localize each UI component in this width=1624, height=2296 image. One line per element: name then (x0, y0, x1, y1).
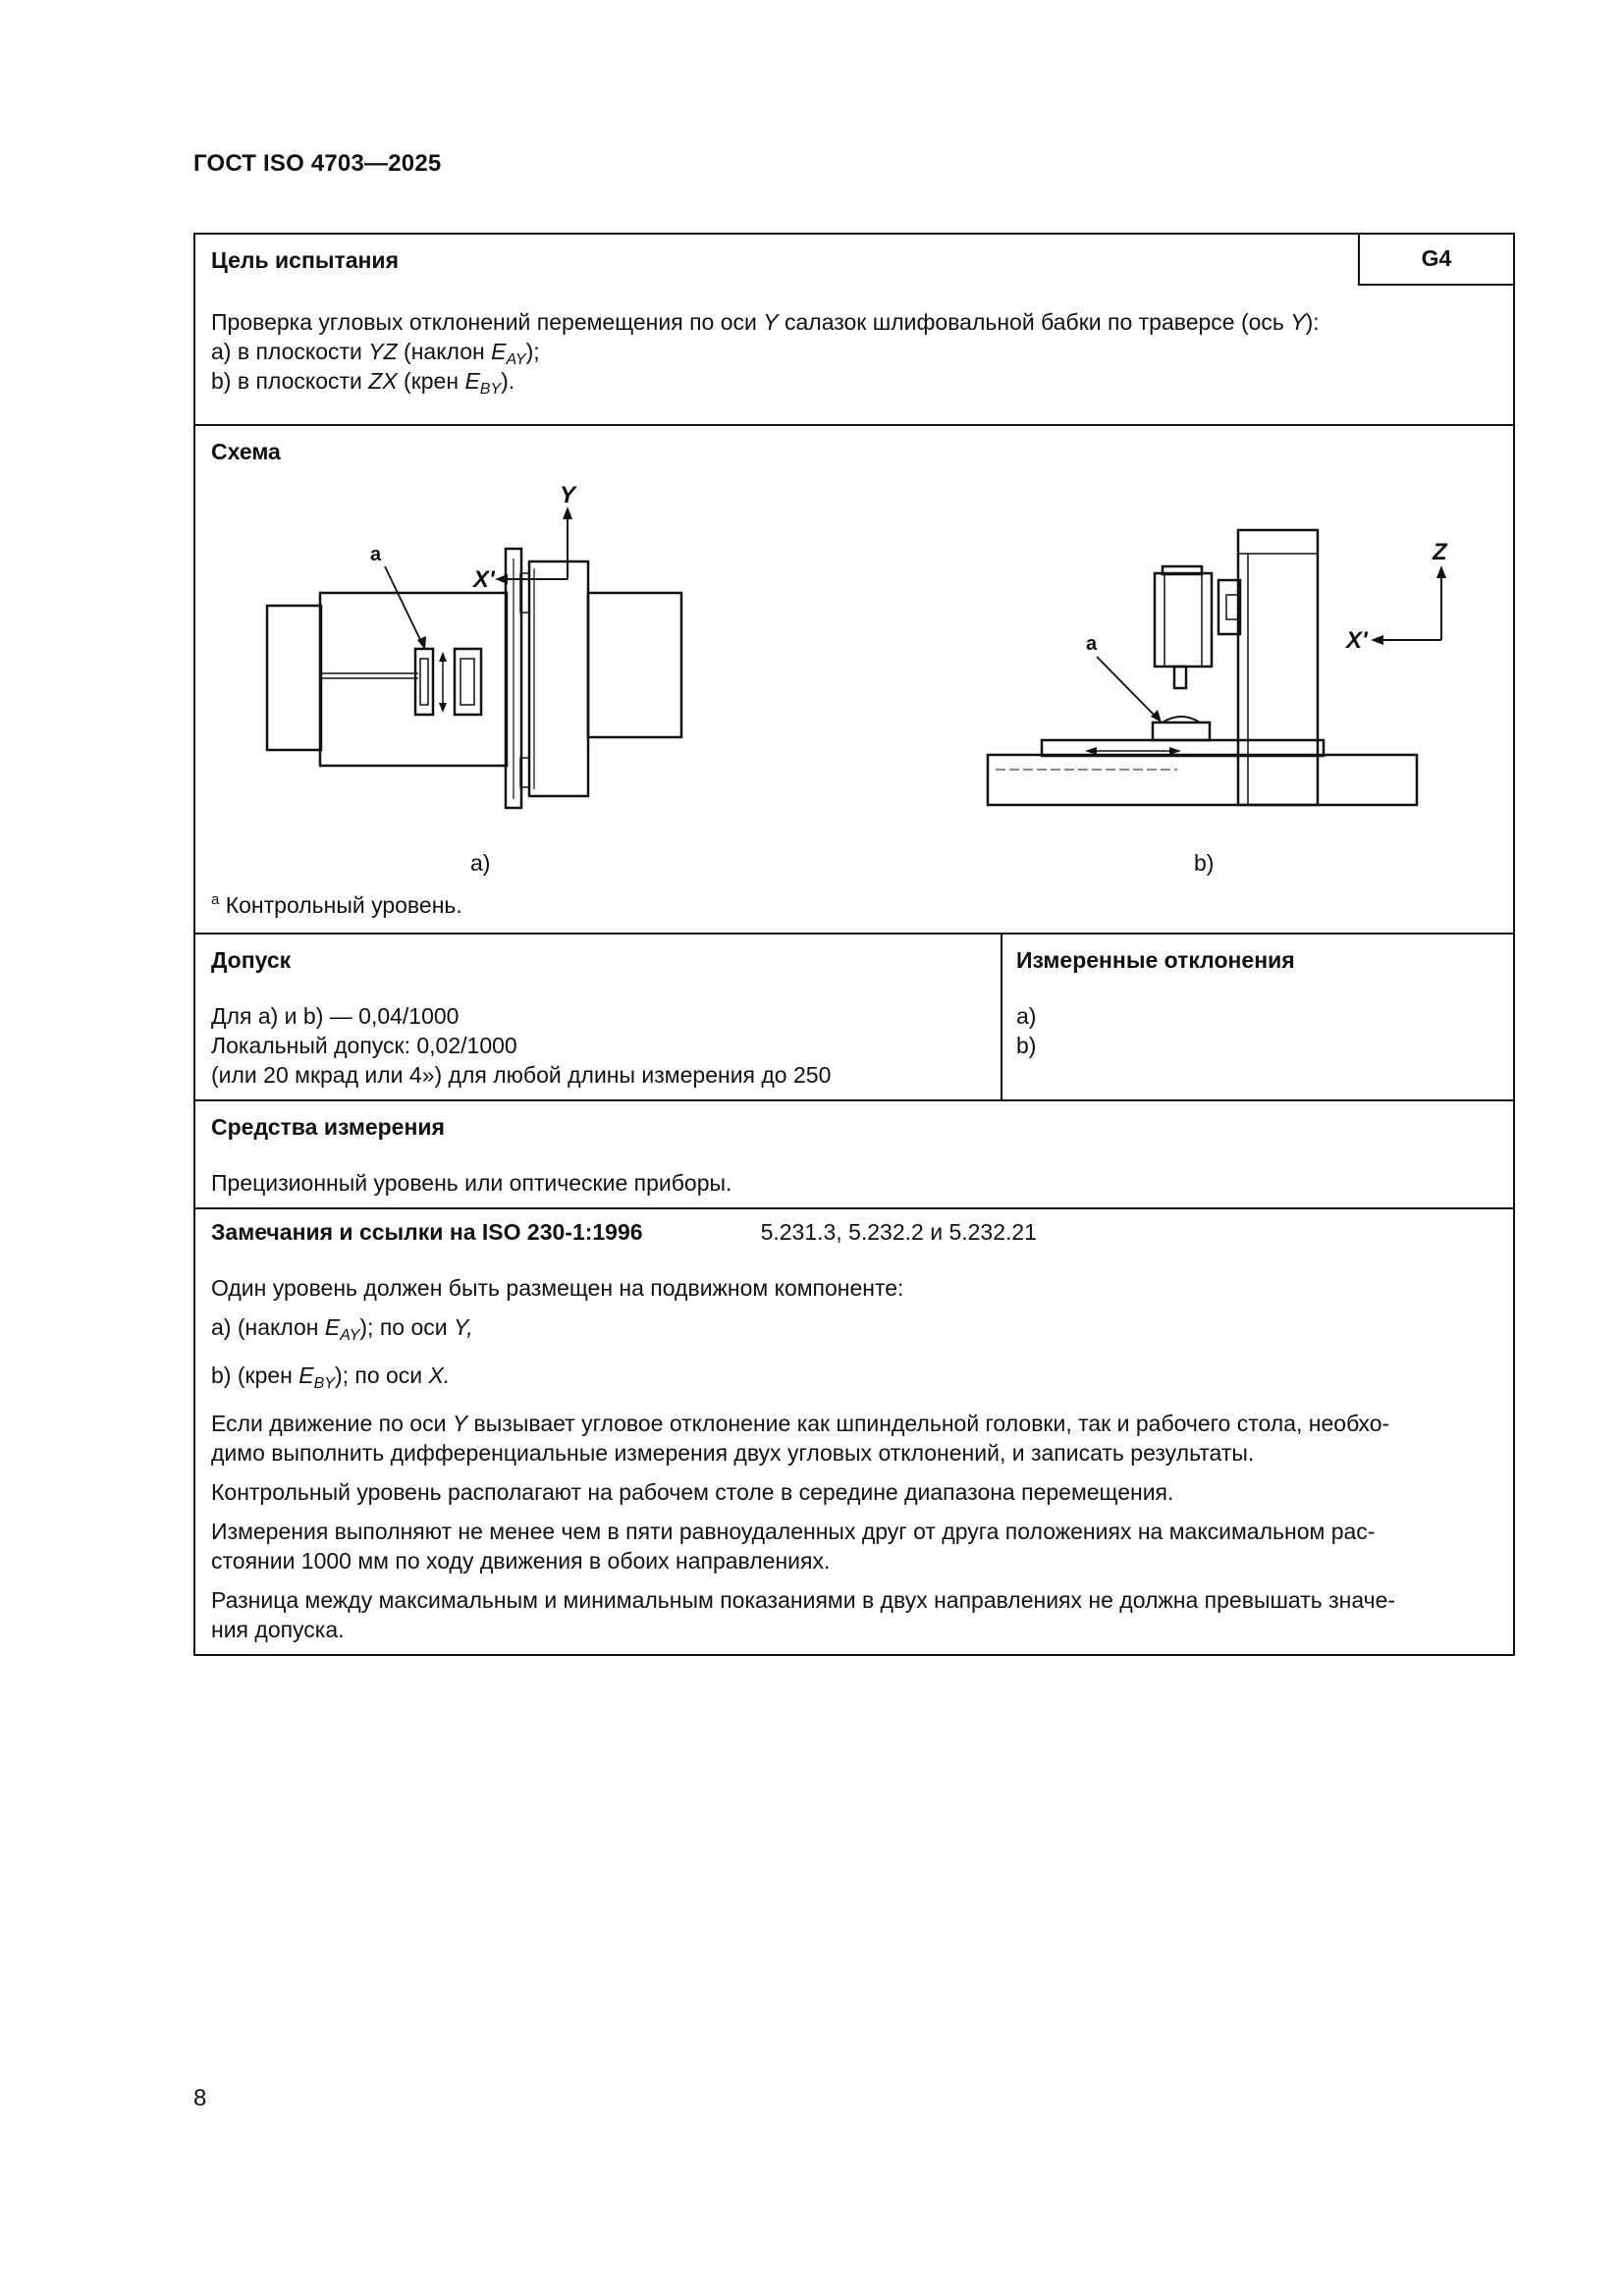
measured-item-a: a) (1016, 1003, 1037, 1029)
wheelhead-slide (529, 561, 588, 796)
notes-paragraph (211, 1409, 1497, 1468)
arrow-head (439, 703, 447, 713)
notes-paragraph (211, 1585, 1497, 1644)
notes-section (195, 1209, 1513, 1654)
leader-arrow-b (1151, 710, 1162, 722)
text-run: ): (1305, 309, 1320, 335)
diagram-label: Схема (211, 439, 281, 464)
plane-symbol: YZ (368, 339, 398, 364)
notes-paragraph: Контрольный уровень располагают на рабочем столе в середине диапазона перемещения. (211, 1479, 1174, 1505)
wheelhead-cap (1163, 566, 1202, 574)
leader-line-a (385, 566, 424, 648)
text-line: Разница между максимальным и минимальным показаниями в двух направлениях не должна превышать значе- (211, 1587, 1396, 1613)
spindle (1174, 667, 1186, 688)
level-b (1153, 722, 1210, 740)
measured-label: Измеренные отклонения (1016, 947, 1295, 973)
measured-text (1016, 1001, 1513, 1060)
text-run: b) (крен (211, 1362, 299, 1388)
instruments-text: Прецизионный уровень или оптические приборы. (211, 1170, 732, 1196)
tolerance-cell (195, 934, 1002, 1099)
column (1238, 530, 1318, 805)
axis-z-arrow (1436, 565, 1446, 578)
marker-a-label: a (370, 544, 382, 565)
level-a-right-vial (460, 659, 474, 705)
axis-symbol: Y (452, 1411, 468, 1436)
text-run: ); по оси (359, 1314, 454, 1340)
objective-item-b (211, 366, 1497, 396)
axis-x-label: X' (473, 566, 495, 593)
notes-item-a (211, 1312, 1497, 1351)
error-subscript: AY (340, 1327, 360, 1344)
text-run: ); по оси (334, 1362, 429, 1388)
right-rail-block (588, 593, 681, 737)
caption-a: a) (470, 850, 491, 876)
error-subscript: BY (479, 381, 502, 398)
objective-text (195, 286, 1513, 403)
worktable (1042, 740, 1324, 756)
text-run: Проверка угловых отклонений перемещения по оси (211, 309, 764, 335)
instruments-section (195, 1101, 1513, 1209)
notes-label: Замечания и ссылки на ISO 230-1:1996 (211, 1219, 643, 1245)
axis-x-arrow (1371, 635, 1383, 645)
axis-symbol: X. (428, 1362, 451, 1388)
arrow-head (439, 652, 447, 662)
notes-paragraph: Один уровень должен быть размещен на подвижном компоненте: (211, 1275, 904, 1301)
text-run: ); (525, 339, 540, 364)
text-run: вызывает угловое отклонение как шпиндельной головки, так и рабочего стола, необхо- (467, 1411, 1390, 1436)
instruments-label: Средства измерения (211, 1114, 445, 1140)
objective-header-row (195, 235, 1513, 286)
notes-paragraph (211, 1517, 1497, 1575)
text-line: стоянии 1000 мм по ходу движения в обоих направлениях. (211, 1548, 831, 1574)
marker-b-label: a (1086, 633, 1098, 655)
notes-item-b (211, 1361, 1497, 1399)
leader-line-b (1097, 657, 1160, 721)
footnote-text: Контрольный уровень. (219, 892, 462, 918)
level-a-left-vial (420, 659, 428, 705)
axis-x-arrow (495, 574, 508, 584)
wheelhead (1155, 573, 1212, 667)
measured-cell (1002, 934, 1513, 1099)
error-subscript: AY (506, 351, 526, 368)
objective-section (195, 235, 1513, 426)
tolerance-line: Локальный допуск: 0,02/1000 (211, 1033, 517, 1058)
notes-header (211, 1219, 1497, 1246)
text-run: салазок шлифовальной бабки по траверсе (ось (778, 309, 1291, 335)
axis-symbol: Y (1290, 309, 1306, 335)
text-line: ния допуска. (211, 1617, 345, 1642)
error-symbol: E (491, 339, 507, 364)
column-left-block (267, 606, 321, 750)
text-run: Если движение по оси (211, 1411, 453, 1436)
text-line: Измерения выполняют не менее чем в пяти равноудаленных друг от друга положениях на максимальном рас- (211, 1519, 1376, 1544)
text-line (211, 1409, 1497, 1438)
text-run: b) в плоскости (211, 368, 369, 394)
axis-symbol: Y (763, 309, 779, 335)
plane-symbol: ZX (368, 368, 398, 394)
error-symbol: E (298, 1362, 314, 1388)
objective-line (211, 307, 1497, 337)
figure-a (267, 482, 681, 808)
text-line: димо выполнить дифференциальные измерения двух угловых отклонений, и записать результаты. (211, 1440, 1255, 1466)
wheelhead-bracket (1218, 580, 1240, 634)
tolerance-text (211, 1001, 1001, 1090)
caption-b: b) (1194, 850, 1215, 876)
text-run: (крен (397, 368, 465, 394)
machine-bed (988, 755, 1417, 805)
test-id-cell: G4 (1358, 235, 1513, 286)
footnote-marker: a (211, 891, 220, 908)
axis-symbol: Y, (454, 1314, 473, 1340)
diagram-figure (195, 426, 1513, 934)
page-number: 8 (193, 2085, 207, 2111)
objective-label: Цель испытания (211, 247, 399, 273)
text-run: (наклон (397, 339, 492, 364)
crossrail-body (320, 593, 507, 766)
text-run: ). (501, 368, 515, 394)
test-form-table (193, 233, 1515, 1656)
document-header: ГОСТ ISO 4703—2025 (193, 150, 442, 177)
tolerance-line: Для a) и b) — 0,04/1000 (211, 1003, 460, 1029)
footnote (211, 891, 462, 919)
tolerance-section (195, 934, 1513, 1101)
objective-item-a (211, 337, 1497, 366)
tolerance-label: Допуск (211, 947, 292, 973)
error-symbol: E (464, 368, 480, 394)
error-subscript: BY (313, 1375, 335, 1392)
notes-references: 5.231.3, 5.232.2 и 5.232.21 (760, 1219, 1037, 1245)
axis-x-label: X' (1346, 627, 1368, 654)
figure-b (988, 530, 1448, 805)
diagram-section (195, 426, 1513, 934)
text-run: a) (наклон (211, 1314, 325, 1340)
axis-z-label: Z (1433, 539, 1447, 565)
axis-y-label: Y (560, 482, 576, 508)
measured-item-b: b) (1016, 1033, 1037, 1058)
error-symbol: E (324, 1314, 341, 1340)
tolerance-line: (или 20 мкрад или 4») для любой длины измерения до 250 (211, 1062, 832, 1088)
text-run: a) в плоскости (211, 339, 369, 364)
